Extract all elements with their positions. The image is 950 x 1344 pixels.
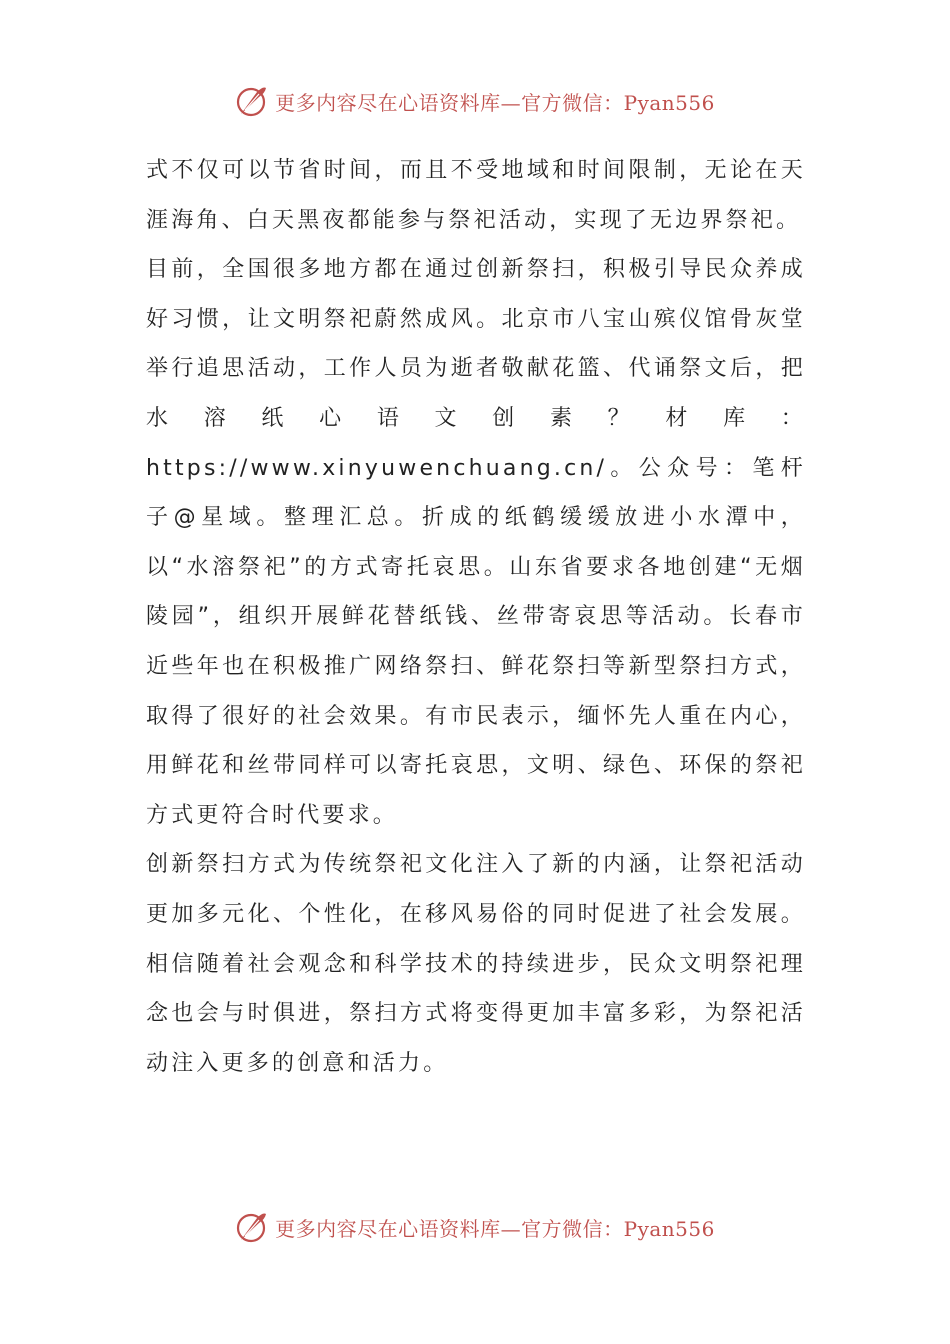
article-body [146,146,806,1088]
banner-text-footer: 更多内容尽在心语资料库—官方微信：Pyan556 [275,1216,715,1241]
paragraph-1: 式不仅可以节省时间，而且不受地域和时间限制，无论在天涯海角、白天黑夜都能参与祭祀活动，实现了无边界祭祀。 [146,158,806,233]
header-banner [0,84,950,118]
quill-pen-logo-icon [235,84,269,118]
footer-banner [0,1210,950,1244]
paragraph-2: 目前，全国很多地方都在通过创新祭扫，积极引导民众养成好习惯，让文明祭祀蔚然成风。北京市八宝山殡仪馆骨灰堂举行追思活动，工作人员为逝者敬献花篮、代诵祭文后，把水溶纸心语文创素？材库：https://www.xinyuwenchuang.cn/。公众号：笔杆子@星域。整理汇总。折成的纸鹤缓缓放进小水潭中，以“水溶祭祀”的方式寄托哀思。山东省要求各地创建“无烟陵园”，组织开展鲜花替纸钱、丝带寄哀思等活动。长春市近些年也在积极推广网络祭扫、鲜花祭扫等新型祭扫方式，取得了很好的社会效果。有市民表示，缅怀先人重在内心，用鲜花和丝带同样可以寄托哀思，文明、绿色、环保的祭祀方式更符合时代要求。 [146,257,806,828]
banner-text: 更多内容尽在心语资料库—官方微信：Pyan556 [275,90,715,115]
quill-pen-logo-icon [235,1210,269,1244]
paragraph-3: 创新祭扫方式为传统祭祀文化注入了新的内涵，让祭祀活动更加多元化、个性化，在移风易俗的同时促进了社会发展。相信随着社会观念和科学技术的持续进步，民众文明祭祀理念也会与时俱进，祭扫方式将变得更加丰富多彩，为祭祀活动注入更多的创意和活力。 [146,852,806,1076]
